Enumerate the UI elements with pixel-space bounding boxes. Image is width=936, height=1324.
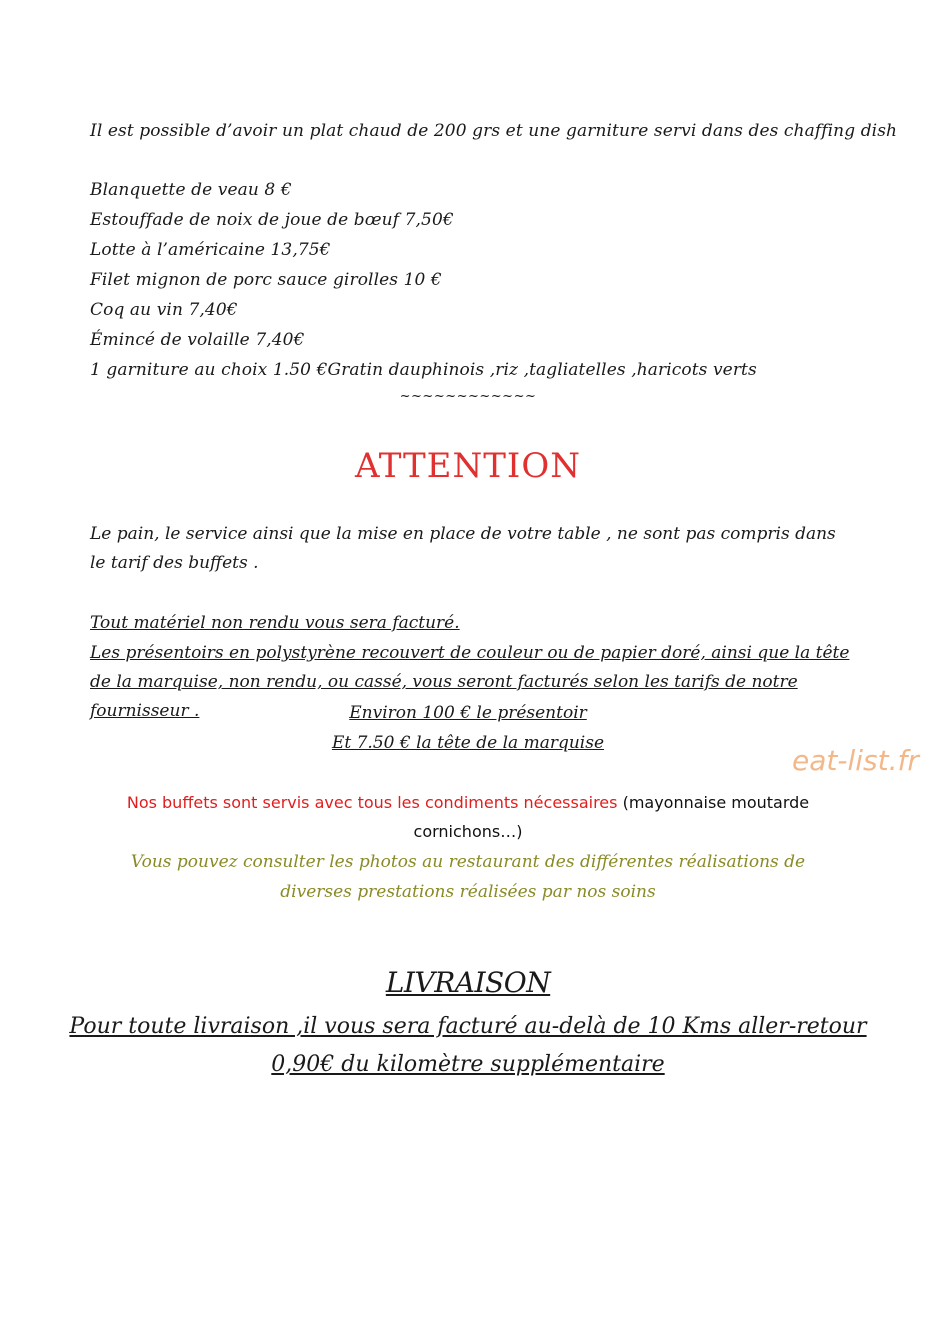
intro-text: Il est possible d’avoir un plat chaud de 200 grs et une garniture servi dans des chaffing dish — [90, 121, 898, 141]
livraison-heading: LIVRAISON — [385, 966, 551, 999]
price-presentoir-text: Environ 100 € le présentoir — [349, 703, 587, 723]
livraison-line-1: Pour toute livraison ,il vous sera facturé au-delà de 10 Kms aller-retour — [69, 1014, 867, 1039]
separator: ~~~~~~~~~~~~ — [399, 389, 537, 404]
photos-notice: Vous pouvez consulter les photos au restaurant des différentes réalisations de diverses prestations réalisées par nos soins — [130, 852, 806, 902]
watermark: eat-list.fr — [792, 744, 919, 777]
price-marquise-text: Et 7.50 € la tête de la marquise — [331, 733, 605, 753]
presentoirs-notice: Les présentoirs en polystyrène recouvert de couleur ou de papier doré, ainsi que la tête de la marquise, non rendu, ou cassé, vous seront facturés selon les tarifs de notre fournisseur . — [90, 643, 850, 721]
menu-item-filet-mignon: Filet mignon de porc sauce girolles 10 € — [90, 270, 442, 290]
livraison-text — [60, 1008, 876, 1084]
menu-item-estouffade: Estouffade de noix de joue de bœuf 7,50€ — [90, 210, 454, 230]
attention-text: Le pain, le service ainsi que la mise en place de votre table , ne sont pas compris dans le tarif des buffets . — [90, 524, 836, 573]
condiments-notice — [110, 788, 826, 846]
condiments-black-text: (mayonnaise moutarde cornichons…) — [413, 793, 810, 841]
menu-item-emince: Émincé de volaille 7,40€ — [90, 330, 305, 350]
menu-item-lotte: Lotte à l’américaine 13,75€ — [90, 240, 331, 260]
attention-heading: ATTENTION — [355, 446, 581, 486]
condiments-red-text: Nos buffets sont servis avec tous les condiments nécessaires — [126, 793, 618, 812]
menu-item-garniture: 1 garniture au choix 1.50 €Gratin dauphinois ,riz ,tagliatelles ,haricots verts — [90, 360, 757, 380]
menu-item-coq-au-vin: Coq au vin 7,40€ — [90, 300, 238, 320]
price-presentoir — [0, 698, 936, 728]
menu-item-blanquette: Blanquette de veau 8 € — [90, 180, 292, 200]
livraison-line-2: 0,90€ du kilomètre supplémentaire — [271, 1052, 665, 1077]
material-notice: Tout matériel non rendu vous sera facturé. — [90, 613, 460, 633]
